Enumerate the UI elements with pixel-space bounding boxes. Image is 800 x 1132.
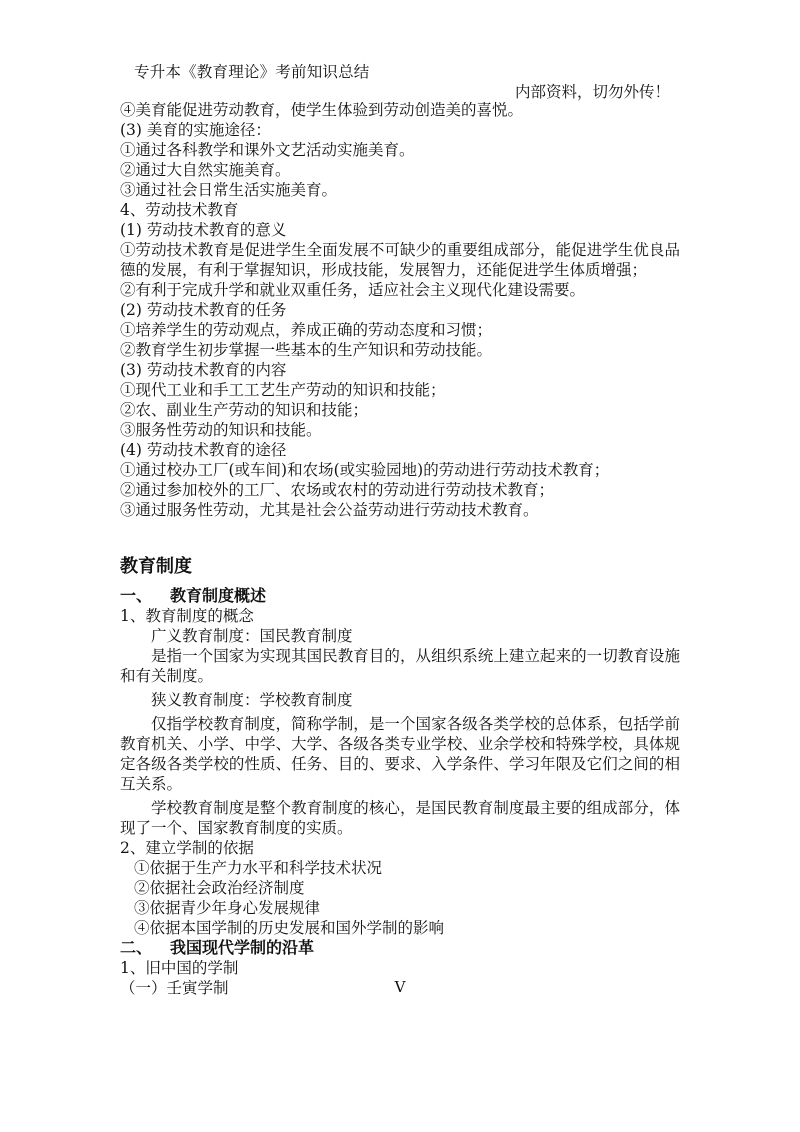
text-line: ①通过校办工厂(或车间)和农场(或实验园地)的劳动进行劳动技术教育； — [120, 461, 610, 479]
section-heading-2 — [120, 938, 680, 958]
page-content — [120, 100, 680, 998]
text-line: ①现代工业和手工工艺生产劳动的知识和技能； — [120, 381, 446, 399]
subheading: 1、教育制度的概念 — [120, 607, 254, 625]
list-item: ④依据本国学制的历史发展和国外学制的影响 — [134, 919, 445, 937]
section-heading-1 — [120, 586, 680, 606]
section-number: 二、 — [120, 938, 153, 957]
text-line: ②农、副业生产劳动的知识和技能； — [120, 401, 369, 419]
text-line: ③通过服务性劳动，尤其是社会公益劳动进行劳动技术教育。 — [120, 501, 539, 519]
text-line: (2) 劳动技术教育的任务 — [120, 301, 287, 319]
text-line: (3) 劳动技术教育的内容 — [120, 361, 287, 379]
subheading: 2、建立学制的依据 — [120, 839, 254, 857]
list-item: ①依据于生产力水平和科学技术状况 — [134, 859, 383, 877]
text-line: ①培养学生的劳动观点，养成正确的劳动态度和习惯； — [120, 321, 493, 339]
text-line: ①通过各科教学和课外文艺活动实施美育。 — [120, 141, 415, 159]
subheading: （一）壬寅学制 — [120, 979, 229, 997]
text-line: (4) 劳动技术教育的途径 — [120, 441, 287, 459]
text-line: ②教育学生初步掌握一些基本的生产知识和劳动技能。 — [120, 341, 493, 359]
broad-label: 广义教育制度：国民教育制度 — [151, 627, 353, 645]
subheading: 1、旧中国的学制 — [120, 959, 239, 977]
text-line: (3) 美育的实施途径： — [120, 121, 271, 139]
text-line: (1) 劳动技术教育的意义 — [120, 221, 287, 239]
list-item: ②依据社会政治经济制度 — [134, 879, 305, 897]
section-title: 教育制度概述 — [170, 586, 267, 605]
text-line: ③服务性劳动的知识和技能。 — [120, 421, 322, 439]
header-notice: 内部资料，切勿外传！ — [514, 83, 670, 101]
core-definition: 学校教育制度是整个教育制度的核心，是国民教育制度最主要的组成部分，体现了一个、国家教育制度的实质。 — [120, 799, 680, 837]
list-item: ③依据青少年身心发展规律 — [134, 899, 321, 917]
text-line: ②通过参加校外的工厂、农场或农村的劳动进行劳动技术教育； — [120, 481, 555, 499]
paragraph: ①劳动技术教育是促进学生全面发展不可缺少的重要组成部分，能促进学生优良品德的发展，有利于掌握知识，形成技能，发展智力，还能促进学生体质增强； — [120, 241, 680, 279]
narrow-definition: 仅指学校教育制度，简称学制，是一个国家各级各类学校的总体系，包括学前教育机关、小学、中学、大学、各级各类专业学校、业余学校和特殊学校，具体规定各级各类学校的性质、任务、目的、要求、入学条件、学习年限及它们之间的相互关系。 — [120, 715, 680, 793]
broad-definition: 是指一个国家为实现其国民教育目的，从组织系统上建立起来的一切教育设施和有关制度。 — [120, 647, 680, 685]
text-line: ④美育能促进劳动教育，使学生体验到劳动创造美的喜悦。 — [120, 101, 524, 119]
section-title: 我国现代学制的沿革 — [170, 938, 315, 957]
page-number: V — [394, 978, 406, 996]
section-number: 一、 — [120, 586, 153, 605]
text-line: ②通过大自然实施美育。 — [120, 161, 291, 179]
text-line: ②有利于完成升学和就业双重任务，适应社会主义现代化建设需要。 — [120, 281, 586, 299]
chapter-title: 教育制度 — [120, 556, 192, 577]
narrow-label: 狭义教育制度：学校教育制度 — [151, 691, 353, 709]
header-title: 专升本《教育理论》考前知识总结 — [134, 63, 370, 81]
text-line: 4、劳动技术教育 — [120, 201, 239, 219]
text-line: ③通过社会日常生活实施美育。 — [120, 181, 338, 199]
